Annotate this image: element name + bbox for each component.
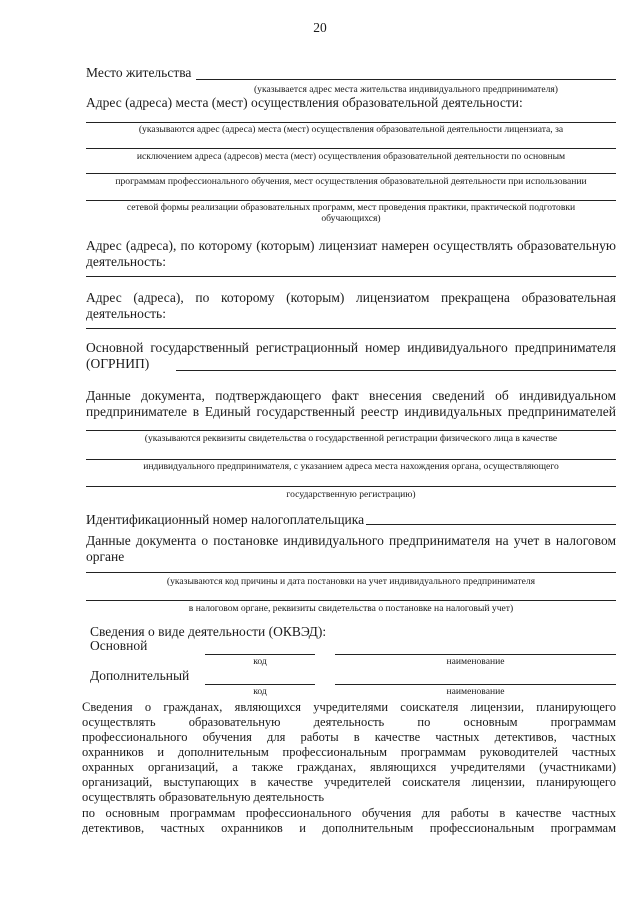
ogrnip-field-line xyxy=(176,370,616,371)
intended-address-field-line xyxy=(86,276,616,277)
activity-address-hint-4: сетевой формы реализации образовательных программ, мест проведения практики, практической подготовки xyxy=(126,202,576,213)
intended-address-line2: деятельность: xyxy=(86,254,166,269)
founders-paragraph-line-6: организаций, выступающих в качестве учредителей соискателя лицензии, планирующего xyxy=(82,775,616,789)
okved-additional-label: Дополнительный xyxy=(90,668,190,683)
egrip-document-hint-1: (указываются реквизиты свидетельства о государственной регистрации физического лица в качестве xyxy=(144,433,558,444)
egrip-document-field-line-1 xyxy=(86,430,616,431)
okved-main-code-caption: код xyxy=(253,656,267,667)
inn-field-line xyxy=(366,524,616,525)
tax-registration-field-line-1 xyxy=(86,572,616,573)
closing-paragraph-line-2: детективов, частных охранников и дополнительным профессиональным программам xyxy=(82,821,616,835)
tax-registration-hint-1: (указываются код причины и дата постановки на учет индивидуального предпринимателя xyxy=(166,576,536,587)
okved-title: Сведения о виде деятельности (ОКВЭД): xyxy=(90,624,327,639)
tax-registration-hint-2: в налоговом органе, реквизиты свидетельства о постановке на налоговый учет) xyxy=(188,603,514,614)
okved-additional-name-caption: наименование xyxy=(446,686,505,697)
founders-paragraph-line-4: охранников и дополнительным профессиональным программам руководителей частных xyxy=(82,745,616,759)
activity-address-line-4 xyxy=(86,200,616,201)
activity-address-hint-1: (указываются адрес (адреса) места (мест) осуществления образовательной деятельности лицензиата, за xyxy=(138,124,564,135)
ogrnip-line1: Основной государственный регистрационный номер индивидуального предпринимателя xyxy=(86,340,616,355)
tax-registration-field-line-2 xyxy=(86,600,616,601)
egrip-document-hint-3: государственную регистрацию) xyxy=(286,489,416,500)
founders-paragraph-line-7: осуществлять образовательную деятельность xyxy=(82,790,325,804)
residence-field-line xyxy=(196,79,616,80)
page-number: 20 xyxy=(313,20,327,35)
founders-paragraph-line-5: охранных организаций, а также гражданах, являющихся учредителями (участниками) xyxy=(82,760,616,774)
founders-paragraph-line-3: профессионального обучения для работы в качестве частных детективов, частных xyxy=(82,730,616,744)
founders-paragraph-line-1: Сведения о гражданах, являющихся учредителями соискателя лицензии, планирующего xyxy=(82,700,616,714)
activity-address-hint-3: программам профессионального обучения, мест осуществления образовательной деятельности при использовании xyxy=(115,176,587,187)
egrip-document-hint-2: индивидуального предпринимателя, с указанием адреса места нахождения органа, осуществляющего xyxy=(143,461,559,472)
egrip-document-field-line-3 xyxy=(86,486,616,487)
terminated-address-line2: деятельность: xyxy=(86,306,166,321)
okved-additional-name-line xyxy=(335,684,616,685)
activity-address-line-2 xyxy=(86,148,616,149)
residence-label: Место жительства xyxy=(86,65,192,80)
egrip-document-line1: Данные документа, подтверждающего факт внесения сведений об индивидуальном xyxy=(86,388,616,403)
okved-main-code-line xyxy=(205,654,315,655)
activity-address-label: Адрес (адреса) места (мест) осуществления образовательной деятельности: xyxy=(86,95,523,110)
tax-registration-line1: Данные документа о постановке индивидуального предпринимателя на учет в налоговом xyxy=(86,533,616,548)
activity-address-line-1 xyxy=(86,122,616,123)
activity-address-hint-2: исключением адреса (адресов) места (мест) осуществления образовательной деятельности по основным xyxy=(136,151,566,162)
inn-label: Идентификационный номер налогоплательщика xyxy=(86,512,365,527)
activity-address-line-3 xyxy=(86,173,616,174)
okved-additional-code-caption: код xyxy=(253,686,267,697)
terminated-address-field-line xyxy=(86,328,616,329)
okved-main-name-line xyxy=(335,654,616,655)
ogrnip-line2: (ОГРНИП) xyxy=(86,356,150,371)
activity-address-hint-5: обучающихся) xyxy=(321,213,381,224)
tax-registration-line2: органе xyxy=(86,549,125,564)
egrip-document-field-line-2 xyxy=(86,459,616,460)
founders-paragraph-line-2: осуществлять образовательную деятельность по основным программам xyxy=(82,715,616,729)
intended-address-line1: Адрес (адреса), по которому (которым) лицензиат намерен осуществлять образовательную xyxy=(86,238,616,253)
egrip-document-line2: предпринимателе в Единый государственный реестр индивидуальных предпринимателей xyxy=(86,404,616,419)
residence-hint: (указывается адрес места жительства индивидуального предпринимателя) xyxy=(253,84,559,95)
okved-main-name-caption: наименование xyxy=(446,656,505,667)
okved-main-label: Основной xyxy=(90,638,148,653)
okved-additional-code-line xyxy=(205,684,315,685)
closing-paragraph-line-1: по основным программам профессионального обучения для работы в качестве частных xyxy=(82,806,616,820)
terminated-address-line1: Адрес (адреса), по которому (которым) лицензиатом прекращена образовательная xyxy=(86,290,616,305)
